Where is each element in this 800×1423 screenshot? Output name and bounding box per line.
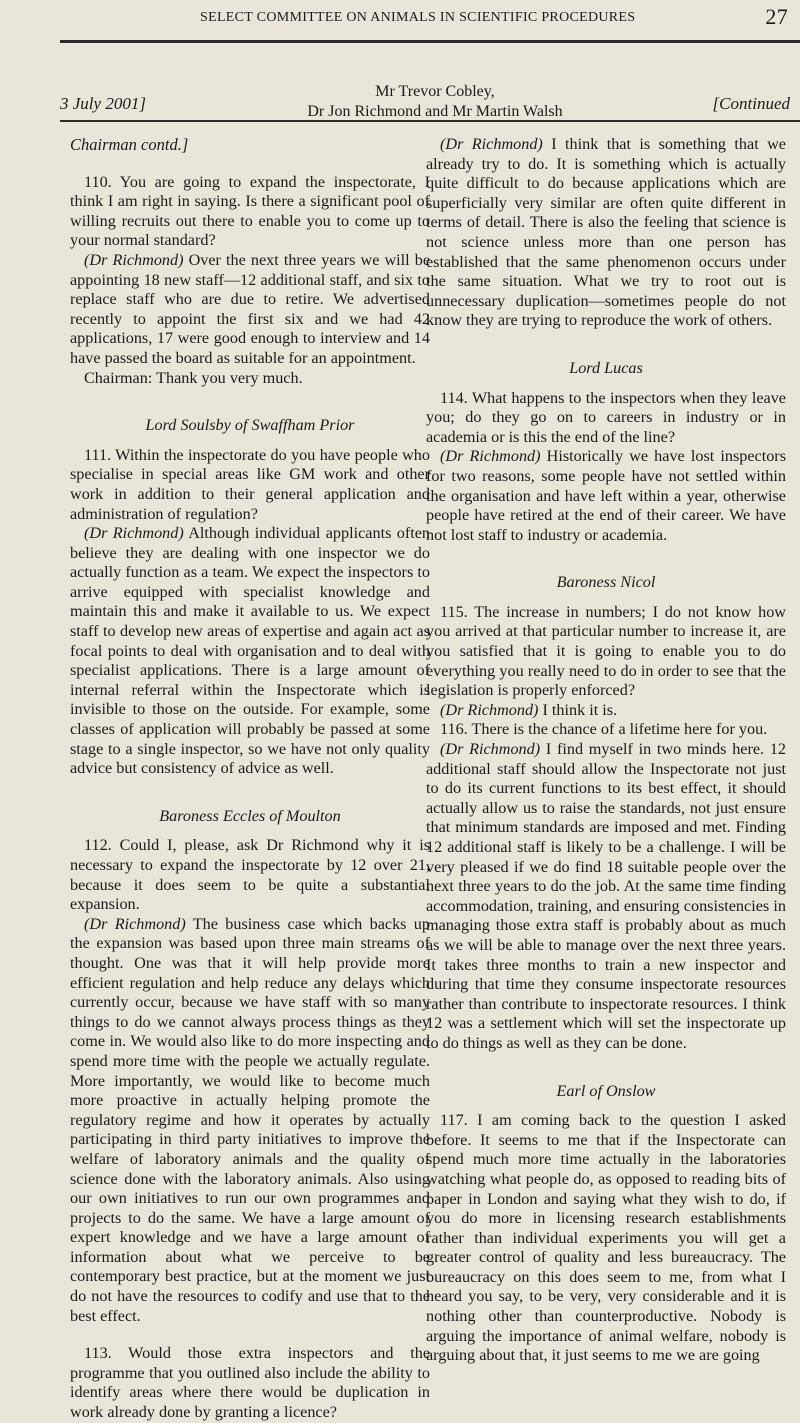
running-head [0,0,800,38]
chairman-contd: Chairman contd.] [70,135,189,154]
speaker: (Dr Richmond) [440,447,541,466]
question-111: 111. Within the inspectorate do you have people who specialise in special areas like GM work and other work in addition to their general application and administration of regulation? [70,445,430,523]
question-114: 114. What happens to the inspectors when they leave you; do they go on to careers in industry or in academia or is this the end of the line? [426,388,786,446]
speaker: (Dr Richmond) [440,740,541,759]
speaker-heading: Lord Lucas [569,358,643,377]
speaker: (Dr Richmond) [440,135,543,153]
speaker: (Dr Richmond) [84,914,186,933]
speaker: (Dr Richmond) [84,524,184,543]
answer-text: Although individual applicants often believe they are dealing with one inspector we do actually function as a team. We expect the inspectors to arrive equipped with specialist knowledge and maintain this and make it available to us. We expect staff to develop new areas of expertise and again act as focal points to deal with organisation and to deal with specialist applications. There is a large amount of internal referral within the Inspectorate which is invisible to those on the outside. For example, some classes of application will probably be passed at some stage to a single inspector, so we have not only quality advice but consistency of advice as well. [70,524,430,778]
question-115: 115. The increase in numbers; I do not know how you arrived at that particular number to increase it, are you satisfied that it is going to enable you to do everything you really need to do in order to see that the legislation is properly enforced? [426,602,786,700]
answer-text: I think that is something that we already try to do. It is something which is actually quite difficult to do because applications which are superficially very similar are often quite different in terms of detail. There is also the feeling that science is not science unless more than one person has established that the same phenomenon occurs under the same situation. What we try to root out is unnecessary duplication—sometimes people do not know they are trying to reproduce the work of others. [426,135,786,330]
witness-line [60,46,800,120]
question-110: 110. You are going to expand the inspectorate, I think I am right in saying. Is there a significant pool of willing recruits out there to enable you to come up to your normal standard? [70,172,430,250]
answer-text: I find myself in two minds here. 12 additional staff should allow the Inspectorate not just to do its current functions to its best effect, it should actually allow us to raise the standards, not just ensure that minimum standards are imposed and met. Finding 12 additional staff is likely to be a challenge. I will be very pleased if we do find 18 suitable people over the next three years to do the job. At the same time finding accommodation, training, and ensuring consistencies in managing those extra staff is probably about as much as we will be able to manage over the next three years. It takes three months to train a new inspector and during that time they consume inspectorate resources rather than contribute to inspectorate resources. I think 12 was a settlement which will set the inspectorate up to do things as well as they can be done. [426,740,787,1052]
answer-111 [70,524,430,779]
speaker-heading: Baroness Eccles of Moulton [159,806,341,825]
answer-114 [426,447,786,545]
answer-text: Over the next three years we will be appointing 18 new staff—12 additional staff, and six to replace staff who are due to retire. We advertised recently to appoint the first six and we had 42 applications, 17 were good enough to interview and 14 have passed the board as suitable for an appointment. [70,250,430,367]
page-number: 27 [765,4,788,29]
question-117: 117. I am coming back to the question I asked before. It seems to me that if the Inspectorate can spend much more time actually in the laboratories watching what people do, as opposed to reading bits of paper in London and saying what they wish to do, if you do more in licensing research establishments rather than individual experiments you will get a greater control of quality and less bureaucracy. The bureaucracy on this does seem to me, from what I heard you say, to be very, very considerable and it is nothing other than counterproductive. Nobody is arguing the importance of animal welfare, nobody is arguing about that, it just seems to me we are going [426,1111,786,1365]
answer-text: I think it is. [538,700,618,719]
answer-113 [426,135,786,331]
running-title: SELECT COMMITTEE ON ANIMALS IN SCIENTIFIC PROCEDURES [200,10,636,25]
speaker-heading: Earl of Onslow [556,1081,656,1100]
answer-112 [70,915,430,1326]
speaker: (Dr Richmond) [440,700,539,719]
witness-names-line1: Mr Trevor Cobley, [375,83,495,100]
question-112: 112. Could I, please, ask Dr Richmond why it is necessary to expand the inspectorate by 12 over 21, because it does seem to be quite a substantial expansion. [70,836,430,914]
witness-names-line2: Dr Jon Richmond and Mr Martin Walsh [307,103,563,120]
speaker: (Dr Richmond) [84,250,184,269]
answer-115 [426,701,786,721]
header-rule [60,40,800,43]
question-113: 113. Would those extra inspectors and the programme that you outlined also include the ability to identify areas where there would be duplication in work already done by granting a licence? [70,1344,430,1422]
answer-116 [426,740,786,1054]
session-date: 3 July 2001] [60,94,146,113]
answer-110 [70,251,430,369]
question-116: 116. There is the chance of a lifetime here for you. [440,720,768,739]
speaker-heading: Lord Soulsby of Swaffham Prior [145,416,355,435]
chairman-thanks: Chairman: Thank you very much. [84,368,303,387]
witness-rule [60,120,800,122]
witness-names [270,82,600,122]
right-column [426,135,786,1366]
answer-text: The business case which backs up the expansion was based upon three main streams of thought. One was that it will help provide more efficient regulation and help reduce any delays which currently occur, because we have staff with so many things to do we cannot always process things as they come in. We would also like to do more inspecting and spend more time with the people we actually regulate. More importantly, we would like to become much more proactive in actually helping promote the regulatory regime and how it operates by actually participating in third party initiatives to improve the welfare of laboratory animals and the quality of science done with the laboratory animals. Also using our own initiatives to run our own programmes and projects to do the same. We have a large amount of expert knowledge and we have a large amount of information about what we perceive to be contemporary best practice, but at the moment we just do not have the resources to codify and use that to the best effect. [70,914,430,1325]
speaker-heading: Baroness Nicol [556,573,656,592]
continued-marker: [Continued [712,94,790,113]
answer-text: Historically we have lost inspectors for two reasons, some people have not settled within the organisation and have left within a year, otherwise people have retired at the end of their career. We have not lost staff to industry or academia. [426,447,786,544]
left-column [70,135,430,1423]
